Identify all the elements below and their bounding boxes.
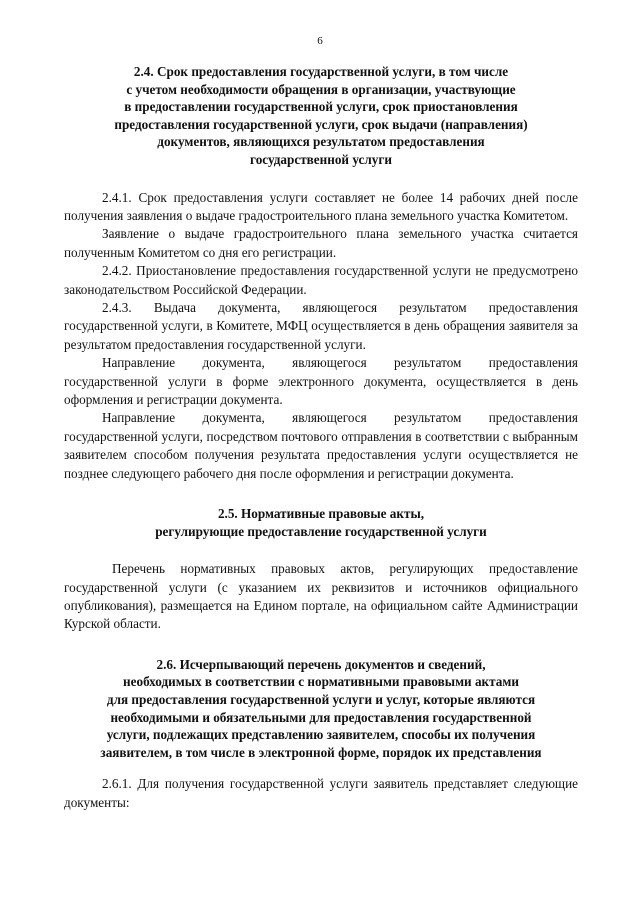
section-2-5-heading: [64, 505, 578, 540]
heading-line: необходимых в соответствии с нормативными правовыми актами: [123, 674, 519, 690]
paragraph-application-registration: Заявление о выдаче градостроительного плана земельного участка считается полученным Комитетом со дня его регистрации.: [64, 226, 578, 260]
heading-line: в предоставлении государственной услуги, срок приостановления: [124, 99, 518, 115]
section-2-6-heading: [64, 656, 578, 762]
heading-line: услуги, подлежащих представлению заявителем, способы их получения: [106, 727, 536, 743]
paragraph-2-4-3: 2.4.3. Выдача документа, являющегося результатом предоставления государственной услуги, в Комитете, МФЦ осуществляется в день обращения заявителя за результатом предоставления государственной услуги.: [64, 300, 578, 352]
heading-line: для предоставления государственной услуги и услуг, которые являются: [106, 692, 536, 708]
heading-line: с учетом необходимости обращения в организации, участвующие: [126, 81, 516, 97]
heading-line: предоставления государственной услуги, срок выдачи (направления): [114, 116, 528, 132]
paragraph-postal-delivery: Направление документа, являющегося результатом предоставления государственной услуги, посредством почтового отправления в соответствии с выбранным заявителем способом получения результата предоставления услуги осуществляется не позднее следующего рабочего дня после оформления и регистрации документа.: [64, 410, 578, 481]
heading-line: 2.5. Нормативные правовые акты,: [217, 506, 425, 522]
heading-line: 2.6. Исчерпывающий перечень документов и сведений,: [156, 656, 486, 672]
paragraph-electronic-delivery: Направление документа, являющегося результатом предоставления государственной услуги в форме электронного документа, осуществляется в день оформления и регистрации документа.: [64, 355, 578, 408]
paragraph-2-4-1: 2.4.1. Срок предоставления услуги составляет не более 14 рабочих дней после получения заявления о выдаче градостроительного плана земельного участка Комитетом.: [64, 189, 578, 223]
heading-line: регулирующие предоставление государственной услуги: [155, 523, 487, 539]
heading-line: заявителем, в том числе в электронной форме, порядок их представления: [100, 744, 542, 760]
document-body: [64, 63, 578, 812]
page-number: 6: [317, 35, 323, 47]
paragraph-legal-acts: Перечень нормативных правовых актов, регулирующих предоставление государственной услуги (с указанием их реквизитов и источников официального опубликования), размещается на Едином портале, на официальном сайте Администрации Курской области.: [64, 561, 578, 632]
heading-line: необходимыми и обязательными для предоставления государственной: [110, 709, 532, 725]
heading-line: 2.4. Срок предоставления государственной услуги, в том числе: [133, 64, 509, 79]
section-2-4-heading: [64, 63, 578, 169]
heading-line: документов, являющихся результатом предоставления: [157, 134, 485, 150]
paragraph-2-6-1: 2.6.1. Для получения государственной услуги заявитель представляет следующие документы:: [64, 776, 578, 810]
heading-line: государственной услуги: [250, 151, 392, 167]
paragraph-2-4-2: 2.4.2. Приостановление предоставления государственной услуги не предусмотрено законодательством Российской Федерации.: [64, 263, 578, 297]
